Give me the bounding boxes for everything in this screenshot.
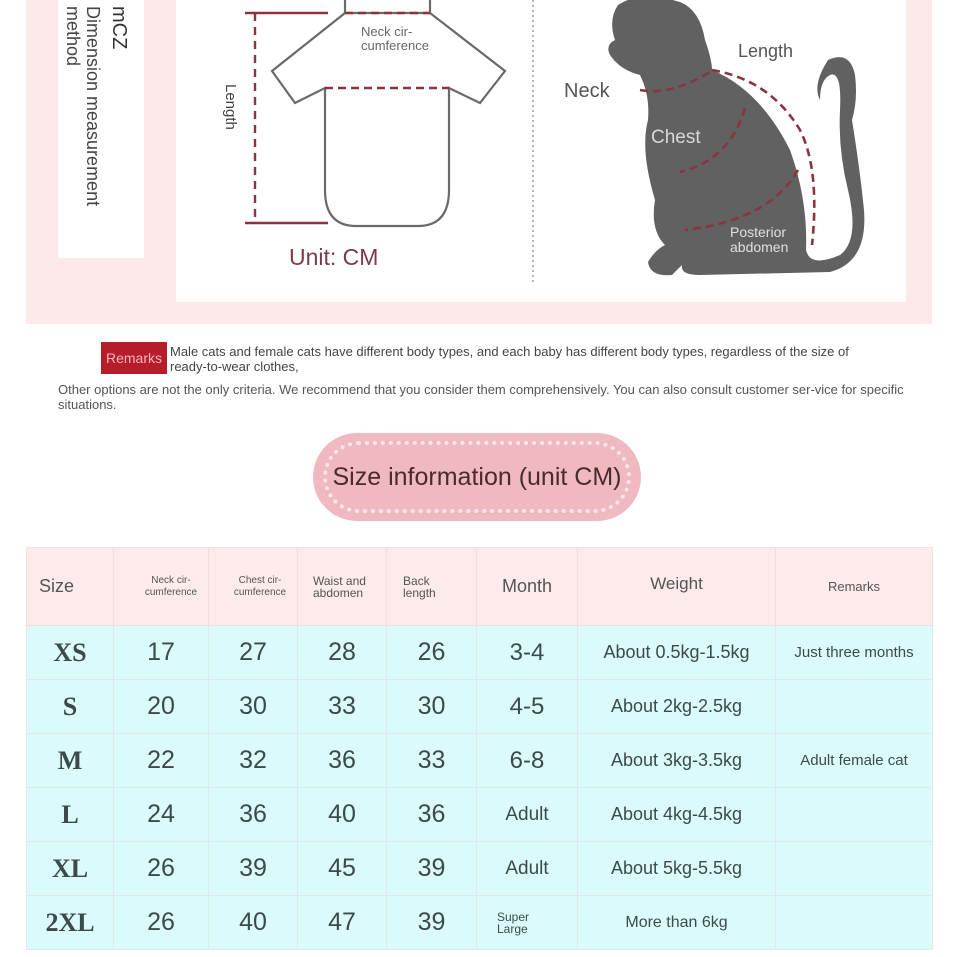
cell-remarks bbox=[776, 896, 933, 950]
cell-chest: 27 bbox=[209, 626, 298, 680]
neck-cir-line1: Neck cir- bbox=[361, 24, 413, 39]
header-waist-line2: abdomen bbox=[313, 585, 364, 600]
cell-neck: 26 bbox=[114, 896, 209, 950]
cell-chest: 40 bbox=[209, 896, 298, 950]
header-back-line2: length bbox=[403, 585, 436, 600]
cell-remarks: Just three months bbox=[776, 626, 933, 680]
cell-neck: 17 bbox=[114, 626, 209, 680]
cell-chest: 39 bbox=[209, 842, 298, 896]
cell-size: M bbox=[27, 734, 114, 788]
header-chest-line1: Chest cir- bbox=[238, 574, 282, 586]
brand-label: mCZ bbox=[108, 6, 130, 50]
cell-waist: 28 bbox=[298, 626, 387, 680]
cell-month: 4-5 bbox=[477, 680, 578, 734]
table-row bbox=[27, 896, 933, 950]
cell-weight: About 2kg-2.5kg bbox=[578, 680, 776, 734]
posterior-line2: abdomen bbox=[730, 239, 789, 255]
cell-remarks bbox=[776, 788, 933, 842]
month-line1: Super bbox=[497, 909, 530, 924]
cell-waist: 45 bbox=[298, 842, 387, 896]
cell-size: S bbox=[27, 680, 114, 734]
cell-neck: 22 bbox=[114, 734, 209, 788]
cell-back: 30 bbox=[387, 680, 477, 734]
cell-back: 39 bbox=[387, 896, 477, 950]
table-row bbox=[27, 734, 933, 788]
header-back bbox=[387, 548, 477, 626]
cat-chest-label: Chest bbox=[651, 127, 701, 148]
cell-month: 3-4 bbox=[477, 626, 578, 680]
clothes-and-cat-illustration bbox=[0, 0, 957, 330]
cell-chest: 32 bbox=[209, 734, 298, 788]
cell-month: Adult bbox=[477, 788, 578, 842]
cell-weight: About 3kg-3.5kg bbox=[578, 734, 776, 788]
header-month: Month bbox=[477, 548, 578, 626]
cell-back: 39 bbox=[387, 842, 477, 896]
cell-back: 26 bbox=[387, 626, 477, 680]
cell-month bbox=[477, 896, 578, 950]
remarks-badge: Remarks bbox=[101, 342, 167, 374]
header-remarks: Remarks bbox=[776, 548, 933, 626]
cell-weight: About 0.5kg-1.5kg bbox=[578, 626, 776, 680]
header-neck-line1: Neck cir- bbox=[151, 574, 191, 586]
table-row bbox=[27, 626, 933, 680]
cell-back: 36 bbox=[387, 788, 477, 842]
cell-weight: About 5kg-5.5kg bbox=[578, 842, 776, 896]
cell-size: 2XL bbox=[27, 896, 114, 950]
header-chest bbox=[209, 548, 298, 626]
header-neck-line2: cumference bbox=[144, 586, 198, 598]
cell-back: 33 bbox=[387, 734, 477, 788]
method-title-line2: method bbox=[63, 6, 83, 67]
header-size: Size bbox=[27, 548, 114, 626]
header-back-line1: Back bbox=[403, 573, 430, 588]
remarks-text-secondary: Other options are not the only criteria. We recommend that you consider them comprehensively. You can also consult customer ser-vice for specific situations. bbox=[58, 382, 904, 412]
size-table bbox=[26, 547, 933, 950]
cat-neck-label: Neck bbox=[564, 80, 610, 102]
size-info-title: Size information (unit CM) bbox=[332, 462, 622, 491]
cell-size: L bbox=[27, 788, 114, 842]
clothes-length-label: Length bbox=[222, 84, 239, 130]
unit-label: Unit: CM bbox=[289, 244, 379, 270]
cell-waist: 47 bbox=[298, 896, 387, 950]
header-chest-line2: cumference bbox=[233, 586, 287, 598]
remarks-text-primary: Male cats and female cats have different body types, and each baby has different body types, regardless of the size of ready-to-wear clothes, bbox=[170, 344, 849, 374]
size-info-title-pill bbox=[313, 433, 641, 521]
method-title-line1: Dimension measurement bbox=[83, 6, 103, 207]
cell-waist: 33 bbox=[298, 680, 387, 734]
cat-posterior-abdomen-label bbox=[730, 225, 788, 255]
neck-circumference-label bbox=[361, 25, 429, 53]
cell-remarks bbox=[776, 680, 933, 734]
cell-month: 6-8 bbox=[477, 734, 578, 788]
header-waist-line1: Waist and bbox=[313, 573, 366, 588]
cell-remarks: Adult female cat bbox=[776, 734, 933, 788]
cell-chest: 36 bbox=[209, 788, 298, 842]
cell-size: XS bbox=[27, 626, 114, 680]
cell-size: XL bbox=[27, 842, 114, 896]
table-header-row bbox=[27, 548, 933, 626]
month-line2: Large bbox=[497, 921, 528, 936]
cell-neck: 20 bbox=[114, 680, 209, 734]
posterior-line1: Posterior bbox=[730, 224, 787, 240]
cell-waist: 36 bbox=[298, 734, 387, 788]
cell-neck: 24 bbox=[114, 788, 209, 842]
cell-chest: 30 bbox=[209, 680, 298, 734]
table-row bbox=[27, 680, 933, 734]
cell-month: Adult bbox=[477, 842, 578, 896]
cell-weight: More than 6kg bbox=[578, 896, 776, 950]
header-waist bbox=[298, 548, 387, 626]
cell-weight: About 4kg-4.5kg bbox=[578, 788, 776, 842]
table-row bbox=[27, 842, 933, 896]
table-row bbox=[27, 788, 933, 842]
header-weight: Weight bbox=[578, 548, 776, 626]
cell-neck: 26 bbox=[114, 842, 209, 896]
cell-remarks bbox=[776, 842, 933, 896]
cell-waist: 40 bbox=[298, 788, 387, 842]
cat-length-label: Length bbox=[738, 41, 794, 61]
neck-cir-line2: cumference bbox=[361, 38, 429, 53]
header-neck bbox=[114, 548, 209, 626]
